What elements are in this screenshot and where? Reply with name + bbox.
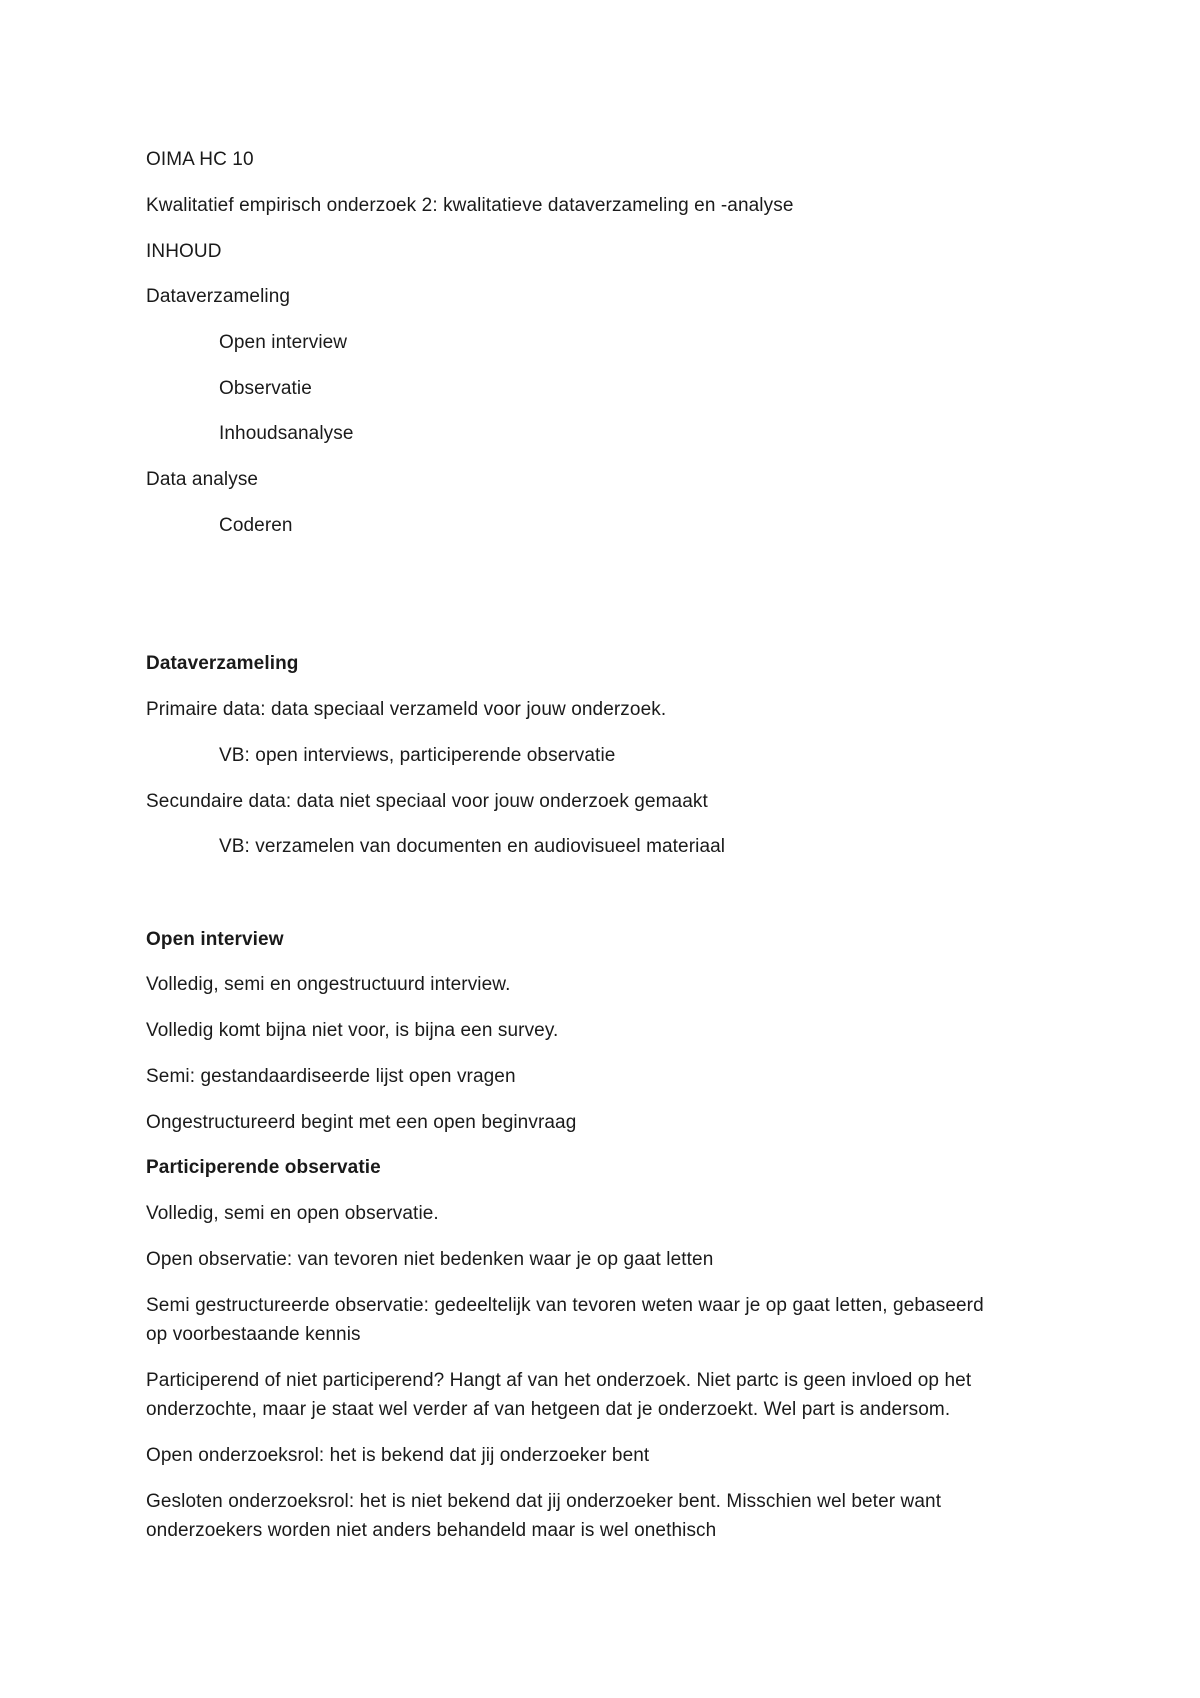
- section-heading-dataverzameling: Dataverzameling: [146, 653, 299, 674]
- paragraph: Open observatie: van tevoren niet bedenken waar je op gaat letten: [146, 1249, 714, 1270]
- paragraph-line: onderzoekers worden niet anders behandeld maar is wel onethisch: [146, 1520, 717, 1541]
- section-heading-open-interview: Open interview: [146, 929, 284, 950]
- paragraph: Semi: gestandaardiseerde lijst open vragen: [146, 1066, 516, 1087]
- paragraph: Secundaire data: data niet speciaal voor jouw onderzoek gemaakt: [146, 791, 708, 812]
- paragraph-line: Semi gestructureerde observatie: gedeeltelijk van tevoren weten waar je op gaat letten, gebaseerd: [146, 1295, 984, 1316]
- document-subtitle: Kwalitatief empirisch onderzoek 2: kwalitatieve dataverzameling en -analyse: [146, 195, 794, 216]
- toc-item: Open interview: [219, 332, 348, 353]
- paragraph: Primaire data: data speciaal verzameld voor jouw onderzoek.: [146, 699, 667, 720]
- paragraph: Open onderzoeksrol: het is bekend dat jij onderzoeker bent: [146, 1445, 650, 1466]
- paragraph: Volledig, semi en ongestructuurd interview.: [146, 974, 511, 995]
- paragraph-line: op voorbestaande kennis: [146, 1324, 361, 1345]
- document-title: OIMA HC 10: [146, 149, 254, 170]
- example-line: VB: open interviews, participerende observatie: [219, 745, 616, 766]
- paragraph-line: Gesloten onderzoeksrol: het is niet bekend dat jij onderzoeker bent. Misschien wel beter want: [146, 1491, 942, 1512]
- toc-heading: INHOUD: [146, 241, 222, 262]
- toc-section-dataverzameling: Dataverzameling: [146, 286, 291, 307]
- paragraph: Ongestructureerd begint met een open beginvraag: [146, 1112, 577, 1133]
- paragraph-line: onderzochte, maar je staat wel verder af van hetgeen dat je onderzoekt. Wel part is andersom.: [146, 1399, 951, 1420]
- example-line: VB: verzamelen van documenten en audiovisueel materiaal: [219, 836, 726, 857]
- toc-item: Observatie: [219, 378, 312, 399]
- paragraph-line: Participerend of niet participerend? Hangt af van het onderzoek. Niet partc is geen invloed op het: [146, 1370, 972, 1391]
- toc-item: Inhoudsanalyse: [219, 423, 354, 444]
- paragraph: Volledig komt bijna niet voor, is bijna een survey.: [146, 1020, 559, 1041]
- paragraph: Volledig, semi en open observatie.: [146, 1203, 439, 1224]
- toc-section-data-analyse: Data analyse: [146, 469, 259, 490]
- section-heading-participerende-observatie: Participerende observatie: [146, 1157, 381, 1178]
- toc-item: Coderen: [219, 515, 293, 536]
